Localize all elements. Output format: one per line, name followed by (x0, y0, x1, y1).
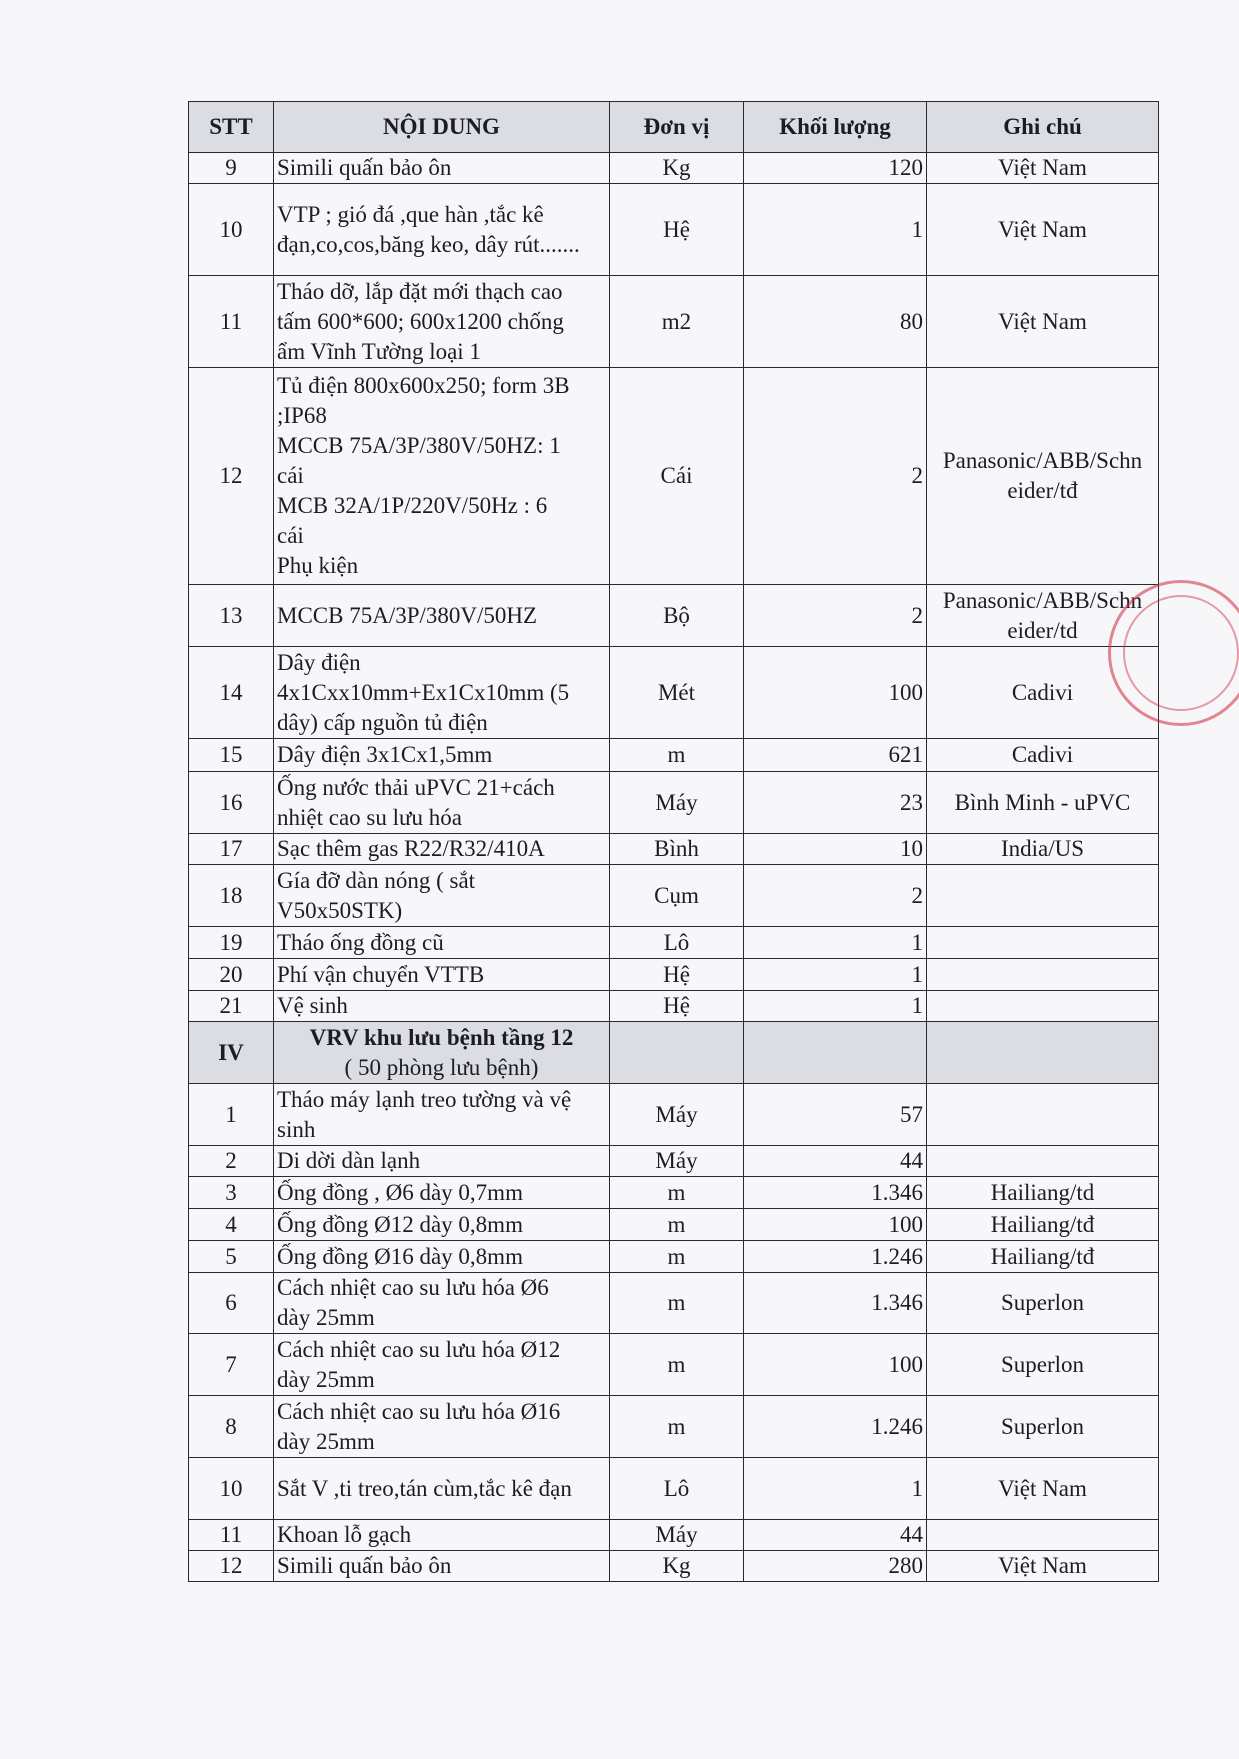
cell-ghi-chu: Superlon (927, 1334, 1159, 1396)
table-row (189, 1520, 1159, 1551)
cell-don-vi: Bình (610, 834, 744, 865)
cell-stt: 6 (189, 1273, 274, 1334)
cell-don-vi: Máy (610, 1146, 744, 1177)
cell-noi-dung: Cách nhiệt cao su lưu hóa Ø16 dày 25mm (274, 1396, 610, 1458)
cell-noi-dung: Sạc thêm gas R22/R32/410A (274, 834, 610, 865)
header-stt: STT (189, 102, 274, 153)
cell-khoi-luong: 1 (744, 991, 927, 1022)
cell-don-vi: Lô (610, 927, 744, 959)
cell-noi-dung: Ống đồng Ø16 dày 0,8mm (274, 1241, 610, 1273)
cell-noi-dung: Tháo máy lạnh treo tường và vệ sinh (274, 1084, 610, 1146)
cell-stt: 11 (189, 276, 274, 368)
cell-don-vi: Bộ (610, 585, 744, 647)
cell-don-vi: Hệ (610, 959, 744, 991)
cell-don-vi: m (610, 1209, 744, 1241)
cell-noi-dung: MCCB 75A/3P/380V/50HZ (274, 585, 610, 647)
cell-stt: 9 (189, 153, 274, 184)
section-heading (274, 1022, 610, 1084)
cell-don-vi: m (610, 1396, 744, 1458)
cell-don-vi: m (610, 739, 744, 772)
table-row (189, 184, 1159, 276)
section-subtitle: ( 50 phòng lưu bệnh) (344, 1054, 539, 1080)
cell-noi-dung: Cách nhiệt cao su lưu hóa Ø6 dày 25mm (274, 1273, 610, 1334)
cell-khoi-luong: 100 (744, 647, 927, 739)
cell-noi-dung: Phí vận chuyển VTTB (274, 959, 610, 991)
table-body-bottom (189, 1084, 1159, 1582)
cell-khoi-luong: 1.246 (744, 1396, 927, 1458)
cell-noi-dung: Dây điện 3x1Cx1,5mm (274, 739, 610, 772)
cell-khoi-luong: 44 (744, 1146, 927, 1177)
cell-noi-dung: Khoan lỗ gạch (274, 1520, 610, 1551)
cell-stt: 15 (189, 739, 274, 772)
table-row (189, 368, 1159, 585)
cell-don-vi: Máy (610, 1520, 744, 1551)
cell-don-vi: Cụm (610, 865, 744, 927)
table-row (189, 1551, 1159, 1582)
cell-don-vi: Máy (610, 1084, 744, 1146)
cell-ghi-chu: Hailiang/tđ (927, 1241, 1159, 1273)
table-row (189, 1396, 1159, 1458)
cell-ghi-chu: Hailiang/tđ (927, 1209, 1159, 1241)
table-row (189, 1241, 1159, 1273)
table-header-row (189, 102, 1159, 153)
cell-noi-dung: Ống nước thải uPVC 21+cách nhiệt cao su lưu hóa (274, 772, 610, 834)
cell-ghi-chu (927, 991, 1159, 1022)
cell-noi-dung: Vệ sinh (274, 991, 610, 1022)
cell-ghi-chu (927, 1520, 1159, 1551)
cell-khoi-luong: 1 (744, 184, 927, 276)
cell-khoi-luong: 57 (744, 1084, 927, 1146)
section-empty-cell (610, 1022, 744, 1084)
table-row (189, 276, 1159, 368)
cell-noi-dung: VTP ; gió đá ,que hàn ,tắc kê đạn,co,cos,băng keo, dây rút....... (274, 184, 610, 276)
cell-stt: 10 (189, 184, 274, 276)
cell-khoi-luong: 1 (744, 959, 927, 991)
cell-don-vi: Cái (610, 368, 744, 585)
cell-stt: 17 (189, 834, 274, 865)
cell-ghi-chu (927, 959, 1159, 991)
table-row (189, 991, 1159, 1022)
cell-ghi-chu (927, 927, 1159, 959)
cell-stt: 12 (189, 1551, 274, 1582)
cell-stt: 21 (189, 991, 274, 1022)
cell-noi-dung: Cách nhiệt cao su lưu hóa Ø12 dày 25mm (274, 1334, 610, 1396)
cell-noi-dung: Ống đồng Ø12 dày 0,8mm (274, 1209, 610, 1241)
cell-stt: 5 (189, 1241, 274, 1273)
cell-stt: 13 (189, 585, 274, 647)
cell-don-vi: Kg (610, 1551, 744, 1582)
cell-don-vi: Kg (610, 153, 744, 184)
cell-ghi-chu: Bình Minh - uPVC (927, 772, 1159, 834)
header-noi-dung: NỘI DUNG (274, 102, 610, 153)
table-row (189, 739, 1159, 772)
section-title: VRV khu lưu bệnh tầng 12 (309, 1024, 574, 1050)
cell-khoi-luong: 1.246 (744, 1241, 927, 1273)
cell-stt: 1 (189, 1084, 274, 1146)
cell-stt: 16 (189, 772, 274, 834)
cell-don-vi: Máy (610, 772, 744, 834)
table-row (189, 1209, 1159, 1241)
cell-ghi-chu: Superlon (927, 1396, 1159, 1458)
cell-ghi-chu: Việt Nam (927, 153, 1159, 184)
cell-don-vi: Mét (610, 647, 744, 739)
cell-don-vi: m (610, 1273, 744, 1334)
table-row (189, 585, 1159, 647)
cell-stt: 4 (189, 1209, 274, 1241)
cell-stt: 18 (189, 865, 274, 927)
section-empty-cell (744, 1022, 927, 1084)
cell-khoi-luong: 1 (744, 927, 927, 959)
cell-stt: 11 (189, 1520, 274, 1551)
cell-khoi-luong: 621 (744, 739, 927, 772)
cell-stt: 8 (189, 1396, 274, 1458)
cell-khoi-luong: 1.346 (744, 1177, 927, 1209)
cell-don-vi: m (610, 1177, 744, 1209)
cell-stt: 19 (189, 927, 274, 959)
table-row (189, 1146, 1159, 1177)
cell-noi-dung: Simili quấn bảo ôn (274, 1551, 610, 1582)
cell-stt: 14 (189, 647, 274, 739)
cell-ghi-chu (927, 1146, 1159, 1177)
cell-khoi-luong: 44 (744, 1520, 927, 1551)
section-number: IV (189, 1022, 274, 1084)
cell-khoi-luong: 2 (744, 865, 927, 927)
cell-don-vi: m2 (610, 276, 744, 368)
cell-don-vi: Hệ (610, 991, 744, 1022)
cell-noi-dung: Tủ điện 800x600x250; form 3B ;IP68 MCCB 75A/3P/380V/50HZ: 1 cái MCB 32A/1P/220V/50Hz : 6 cái Phụ kiện (274, 368, 610, 585)
table-row (189, 153, 1159, 184)
cell-ghi-chu: Superlon (927, 1273, 1159, 1334)
cell-ghi-chu: Panasonic/ABB/Schn eider/td (927, 585, 1159, 647)
cell-khoi-luong: 2 (744, 585, 927, 647)
cell-khoi-luong: 23 (744, 772, 927, 834)
cell-khoi-luong: 280 (744, 1551, 927, 1582)
cell-khoi-luong: 10 (744, 834, 927, 865)
section-empty-cell (927, 1022, 1159, 1084)
cell-ghi-chu: Việt Nam (927, 184, 1159, 276)
cell-ghi-chu: Panasonic/ABB/Schn eider/tđ (927, 368, 1159, 585)
header-ghi-chu: Ghi chú (927, 102, 1159, 153)
cell-khoi-luong: 2 (744, 368, 927, 585)
cell-ghi-chu (927, 865, 1159, 927)
cell-ghi-chu: Cadivi (927, 739, 1159, 772)
table-row (189, 1177, 1159, 1209)
header-khoi-luong: Khối lượng (744, 102, 927, 153)
cell-ghi-chu (927, 1084, 1159, 1146)
cell-noi-dung: Dây điện 4x1Cxx10mm+Ex1Cx10mm (5 dây) cấp nguồn tủ điện (274, 647, 610, 739)
section-row (189, 1022, 1159, 1084)
table-row (189, 647, 1159, 739)
cell-stt: 3 (189, 1177, 274, 1209)
cell-stt: 12 (189, 368, 274, 585)
table-row (189, 772, 1159, 834)
cell-ghi-chu: Việt Nam (927, 1458, 1159, 1520)
table-row (189, 1084, 1159, 1146)
quantity-table (188, 101, 1159, 1582)
cell-ghi-chu: Cadivi (927, 647, 1159, 739)
cell-don-vi: Hệ (610, 184, 744, 276)
cell-noi-dung: Sắt V ,ti treo,tán cùm,tắc kê đạn (274, 1458, 610, 1520)
cell-khoi-luong: 120 (744, 153, 927, 184)
cell-khoi-luong: 1 (744, 1458, 927, 1520)
table-row (189, 959, 1159, 991)
cell-ghi-chu: Hailiang/td (927, 1177, 1159, 1209)
table-row (189, 1458, 1159, 1520)
table-body-top (189, 153, 1159, 1022)
cell-noi-dung: Simili quấn bảo ôn (274, 153, 610, 184)
cell-noi-dung: Ống đồng , Ø6 dày 0,7mm (274, 1177, 610, 1209)
cell-khoi-luong: 1.346 (744, 1273, 927, 1334)
cell-stt: 20 (189, 959, 274, 991)
cell-khoi-luong: 80 (744, 276, 927, 368)
cell-noi-dung: Tháo ống đồng cũ (274, 927, 610, 959)
cell-stt: 2 (189, 1146, 274, 1177)
cell-noi-dung: Di dời dàn lạnh (274, 1146, 610, 1177)
cell-ghi-chu: Việt Nam (927, 276, 1159, 368)
cell-noi-dung: Gía đỡ dàn nóng ( sắt V50x50STK) (274, 865, 610, 927)
cell-don-vi: Lô (610, 1458, 744, 1520)
header-don-vi: Đơn vị (610, 102, 744, 153)
cell-khoi-luong: 100 (744, 1209, 927, 1241)
cell-ghi-chu: India/US (927, 834, 1159, 865)
table-section-body (189, 1022, 1159, 1084)
cell-khoi-luong: 100 (744, 1334, 927, 1396)
cell-stt: 7 (189, 1334, 274, 1396)
cell-noi-dung: Tháo dỡ, lắp đặt mới thạch cao tấm 600*600; 600x1200 chống ẩm Vĩnh Tường loại 1 (274, 276, 610, 368)
table-row (189, 865, 1159, 927)
cell-don-vi: m (610, 1241, 744, 1273)
table-row (189, 927, 1159, 959)
table-row (189, 834, 1159, 865)
cell-ghi-chu: Việt Nam (927, 1551, 1159, 1582)
cell-stt: 10 (189, 1458, 274, 1520)
cell-don-vi: m (610, 1334, 744, 1396)
table-row (189, 1334, 1159, 1396)
table-row (189, 1273, 1159, 1334)
